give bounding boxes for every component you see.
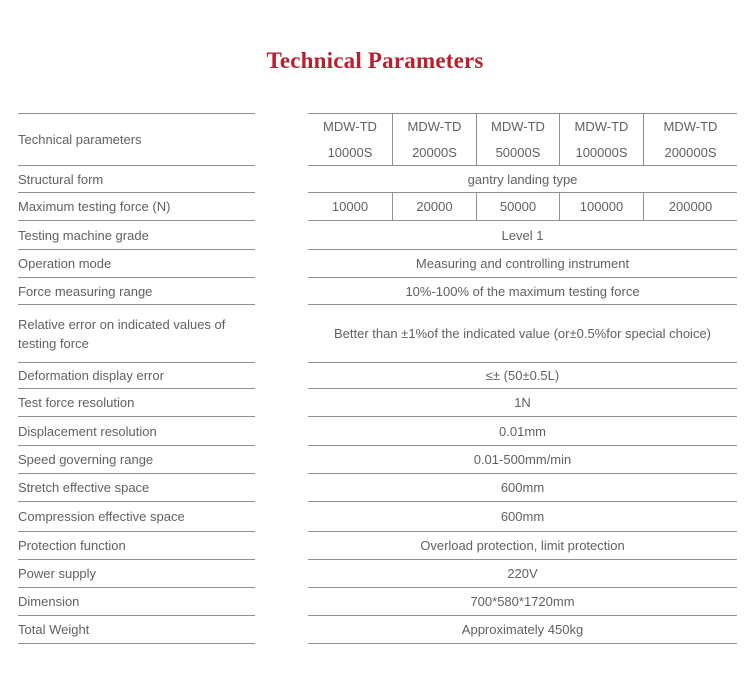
row-value: Measuring and controlling instrument xyxy=(308,250,737,278)
column-header xyxy=(392,113,476,166)
model-code: 20000S xyxy=(412,144,457,160)
row-value: Overload protection, limit protection xyxy=(308,532,737,560)
row-value: Better than ±1%of the indicated value (or±0.5%for special choice) xyxy=(308,305,737,363)
model-series: MDW-TD xyxy=(663,118,718,134)
row-value: gantry landing type xyxy=(308,166,737,193)
row-value: 0.01-500mm/min xyxy=(308,446,737,474)
row-value: Approximately 450kg xyxy=(308,616,737,644)
force-value: 10000 xyxy=(308,193,392,221)
row-label: Dimension xyxy=(18,588,255,616)
force-value: 50000 xyxy=(476,193,559,221)
row-label: Force measuring range xyxy=(18,278,255,305)
row-value: 220V xyxy=(308,560,737,588)
model-code: 10000S xyxy=(327,144,373,160)
row-label: Power supply xyxy=(18,560,255,588)
column-header xyxy=(476,113,559,166)
model-series: MDW-TD xyxy=(574,118,629,134)
row-value: 600mm xyxy=(308,474,737,502)
model-code: 100000S xyxy=(575,144,628,160)
row-label: Total Weight xyxy=(18,616,255,644)
force-value: 100000 xyxy=(559,193,643,221)
row-label: Technical parameters xyxy=(18,113,255,166)
force-value: 20000 xyxy=(392,193,476,221)
row-label: Test force resolution xyxy=(18,389,255,417)
row-value: 600mm xyxy=(308,502,737,532)
model-series: MDW-TD xyxy=(407,118,462,134)
row-value: 10%-100% of the maximum testing force xyxy=(308,278,737,305)
row-label: Compression effective space xyxy=(18,502,255,532)
row-label: Stretch effective space xyxy=(18,474,255,502)
row-label: Maximum testing force (N) xyxy=(18,193,255,221)
model-series: MDW-TD xyxy=(323,118,377,134)
row-value: ≤± (50±0.5L) xyxy=(308,363,737,389)
row-label: Protection function xyxy=(18,532,255,560)
row-label: Displacement resolution xyxy=(18,417,255,446)
page-title: Technical Parameters xyxy=(266,48,484,73)
row-label: Speed governing range xyxy=(18,446,255,474)
row-label: Testing machine grade xyxy=(18,221,255,250)
column-header xyxy=(643,113,737,166)
row-label: Relative error on indicated values of testing force xyxy=(18,305,255,363)
column-header xyxy=(308,113,392,166)
model-series: MDW-TD xyxy=(491,118,545,134)
row-label: Structural form xyxy=(18,166,255,193)
row-value: Level 1 xyxy=(308,221,737,250)
column-header xyxy=(559,113,643,166)
spec-table xyxy=(18,113,737,644)
row-value: 0.01mm xyxy=(308,417,737,446)
model-code: 50000S xyxy=(495,144,541,160)
row-value: 1N xyxy=(308,389,737,417)
row-label: Deformation display error xyxy=(18,363,255,389)
row-label: Operation mode xyxy=(18,250,255,278)
row-value: 700*580*1720mm xyxy=(308,588,737,616)
model-code: 200000S xyxy=(664,144,717,160)
force-value: 200000 xyxy=(643,193,737,221)
